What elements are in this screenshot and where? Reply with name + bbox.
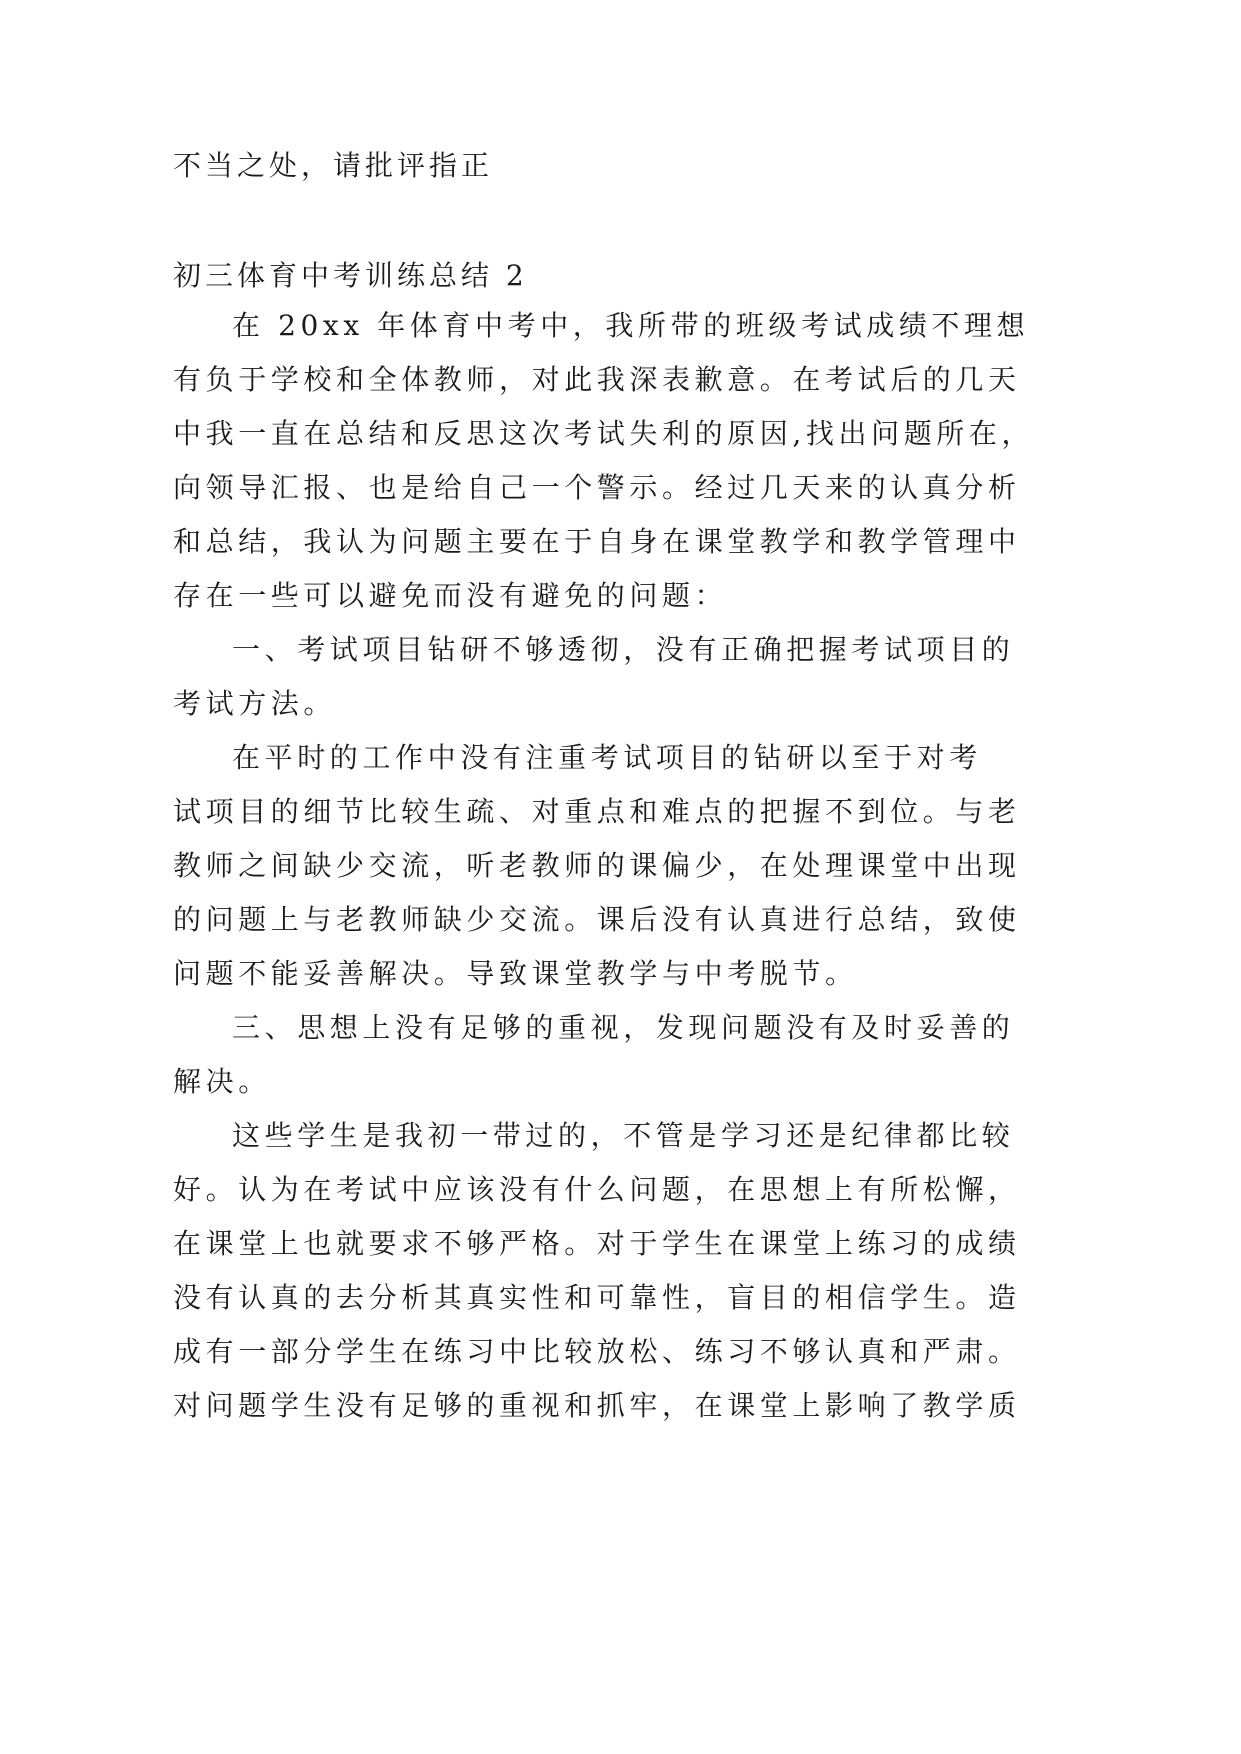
paragraph-line: 解决。 <box>173 1065 271 1098</box>
paragraph-line: 教师之间缺少交流，听老教师的课偏少，在处理课堂中出现 <box>173 849 1021 882</box>
paragraph-line: 有负于学校和全体教师，对此我深表歉意。在考试后的几天 <box>173 363 1021 396</box>
paragraph-line: 没有认真的去分析其真实性和可靠性，盲目的相信学生。造 <box>173 1281 1021 1314</box>
paragraph-line: 存在一些可以避免而没有避免的问题： <box>173 579 728 612</box>
paragraph-line: 在课堂上也就要求不够严格。对于学生在课堂上练习的成绩 <box>173 1227 1021 1260</box>
paragraph-line: 考试方法。 <box>173 687 337 720</box>
section-heading: 初三体育中考训练总结 2 <box>173 259 528 292</box>
paragraph-line: 对问题学生没有足够的重视和抓牢，在课堂上影响了教学质 <box>173 1389 1021 1422</box>
closing-line: 不当之处，请批评指正 <box>173 149 494 182</box>
paragraph-line: 试项目的细节比较生疏、对重点和难点的把握不到位。与老 <box>173 795 1021 828</box>
paragraph-line: 问题不能妥善解决。导致课堂教学与中考脱节。 <box>173 957 858 990</box>
paragraph-line: 中我一直在总结和反思这次考试失利的原因,找出问题所在， <box>173 417 1035 450</box>
paragraph-line: 成有一部分学生在练习中比较放松、练习不够认真和严肃。 <box>173 1335 1021 1368</box>
paragraph-line: 在 20xx 年体育中考中，我所带的班级考试成绩不理想 <box>232 309 1030 342</box>
paragraph-line: 在平时的工作中没有注重考试项目的钻研以至于对考 <box>232 741 982 774</box>
paragraph-line: 好。认为在考试中应该没有什么问题，在思想上有所松懈， <box>173 1173 1021 1206</box>
paragraph-line: 这些学生是我初一带过的，不管是学习还是纪律都比较 <box>232 1119 1015 1152</box>
paragraph-line: 和总结，我认为问题主要在于自身在课堂教学和教学管理中 <box>173 525 1021 558</box>
paragraph-line: 向领导汇报、也是给自己一个警示。经过几天来的认真分析 <box>173 471 1021 504</box>
paragraph-line: 三、思想上没有足够的重视，发现问题没有及时妥善的 <box>232 1011 1015 1044</box>
paragraph-line: 一、考试项目钻研不够透彻，没有正确把握考试项目的 <box>232 633 1015 666</box>
paragraph-line: 的问题上与老教师缺少交流。课后没有认真进行总结，致使 <box>173 903 1021 936</box>
